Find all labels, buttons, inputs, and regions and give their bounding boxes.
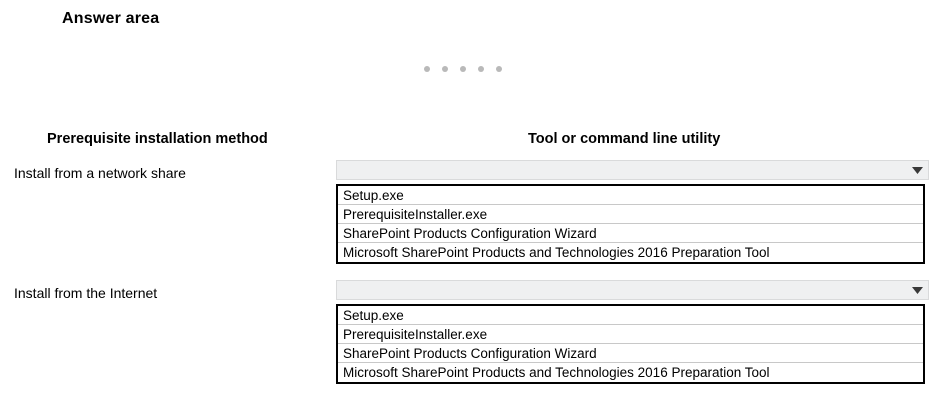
list-item[interactable]: PrerequisiteInstaller.exe xyxy=(338,325,923,344)
list-item[interactable]: Setup.exe xyxy=(338,186,923,205)
page-title: Answer area xyxy=(62,10,160,27)
list-item[interactable]: Microsoft SharePoint Products and Technologies 2016 Preparation Tool xyxy=(338,243,923,262)
row-label-network-share: Install from a network share xyxy=(14,165,186,181)
list-item[interactable]: SharePoint Products Configuration Wizard xyxy=(338,344,923,363)
dropdown-network-share[interactable] xyxy=(336,160,929,180)
column-header-tool-utility: Tool or command line utility xyxy=(528,131,721,147)
list-item[interactable]: Microsoft SharePoint Products and Technologies 2016 Preparation Tool xyxy=(338,363,923,382)
dropdown-list-internet[interactable] xyxy=(336,304,925,384)
pagination-dot xyxy=(442,66,448,72)
dropdown-list-network-share[interactable] xyxy=(336,184,925,264)
column-header-prerequisite-method: Prerequisite installation method xyxy=(47,131,268,147)
list-item[interactable]: SharePoint Products Configuration Wizard xyxy=(338,224,923,243)
list-item[interactable]: PrerequisiteInstaller.exe xyxy=(338,205,923,224)
pagination-dots xyxy=(424,66,502,72)
pagination-dot xyxy=(478,66,484,72)
chevron-down-icon[interactable] xyxy=(906,281,928,299)
list-item[interactable]: Setup.exe xyxy=(338,306,923,325)
row-label-internet: Install from the Internet xyxy=(14,285,158,301)
chevron-down-icon[interactable] xyxy=(906,161,928,179)
pagination-dot xyxy=(460,66,466,72)
pagination-dot xyxy=(424,66,430,72)
pagination-dot xyxy=(496,66,502,72)
dropdown-internet[interactable] xyxy=(336,280,929,300)
